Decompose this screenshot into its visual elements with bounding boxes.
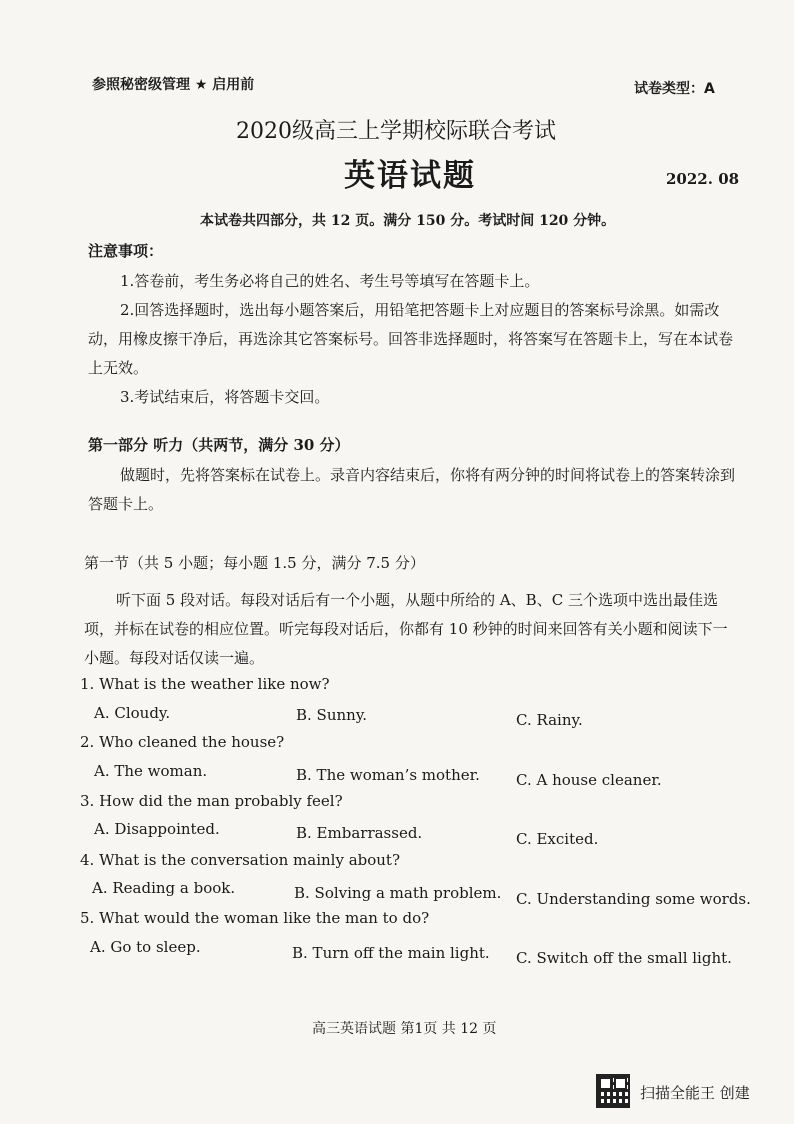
- question-stem: 2. Who cleaned the house?: [80, 733, 285, 751]
- exam-title: 2020级高三上学期校际联合考试: [236, 119, 556, 144]
- option-c: C. Excited.: [516, 830, 599, 848]
- option-b: B. Sunny.: [296, 706, 368, 724]
- notice-item: 1.答卷前，考生务必将自己的姓名、考生号等填写在答题卡上。: [120, 272, 540, 290]
- question-stem: 5. What would the woman like the man to do?: [80, 909, 430, 927]
- section1-instruction: 听下面 5 段对话。每段对话后有一个小题，从题中所给的 A、B、C 三个选项中选出最佳选项，并标在试卷的相应位置。听完每段对话后，你都有 10 秒钟的时间来回答有关小题和阅读下一小题。每段对话仅读一遍。: [84, 591, 728, 667]
- subject-title: 英语试题: [344, 158, 476, 194]
- paper-type-label: 试卷类型：A: [634, 81, 715, 97]
- option-b: B. The woman’s mother.: [296, 766, 480, 784]
- option-a: A. Reading a book.: [92, 879, 236, 897]
- notice-item: 2.回答选择题时，选出每小题答案后，用铅笔把答题卡上对应题目的答案标号涂黑。如需改动，用橡皮擦干净后，再选涂其它答案标号。回答非选择题时，将答案写在答题卡上，写在本试卷上无效。: [88, 301, 734, 377]
- option-c: C. A house cleaner.: [516, 771, 662, 789]
- option-a: A. Disappointed.: [94, 820, 220, 838]
- option-a: A. Cloudy.: [94, 704, 171, 722]
- exam-summary: 本试卷共四部分，共 12 页。满分 150 分。考试时间 120 分钟。: [200, 213, 616, 229]
- confidentiality-label: 参照秘密级管理 ★ 启用前: [92, 77, 255, 93]
- notice-item: 3.考试结束后，将答题卡交回。: [120, 388, 330, 406]
- notice-list: [88, 267, 738, 412]
- option-c: C. Understanding some words.: [516, 890, 751, 908]
- part1-instruction: 做题时，先将答案标在试卷上。录音内容结束后，你将有两分钟的时间将试卷上的答案转涂到答题卡上。: [88, 466, 736, 513]
- notice-heading: 注意事项：: [88, 242, 164, 260]
- scanner-credit: 扫描全能王 创建: [640, 1084, 750, 1102]
- option-c: C. Switch off the small light.: [516, 949, 732, 967]
- question-stem: 4. What is the conversation mainly about?: [80, 851, 401, 869]
- option-b: B. Embarrassed.: [296, 824, 423, 842]
- question-stem: 1. What is the weather like now?: [80, 675, 330, 693]
- question-stem: 3. How did the man probably feel?: [80, 792, 343, 810]
- qr-code-icon: [596, 1074, 630, 1108]
- option-a: A. The woman.: [94, 762, 208, 780]
- option-b: B. Turn off the main light.: [292, 944, 490, 962]
- option-c: C. Rainy.: [516, 711, 583, 729]
- option-a: A. Go to sleep.: [90, 938, 201, 956]
- option-b: B. Solving a math problem.: [294, 884, 502, 902]
- part1-heading: 第一部分 听力（共两节，满分 30 分）: [88, 436, 350, 454]
- page-footer: 高三英语试题 第1页 共 12 页: [312, 1021, 497, 1037]
- section1-heading: 第一节（共 5 小题；每小题 1.5 分，满分 7.5 分）: [84, 554, 425, 572]
- exam-date: 2022. 08: [666, 170, 740, 188]
